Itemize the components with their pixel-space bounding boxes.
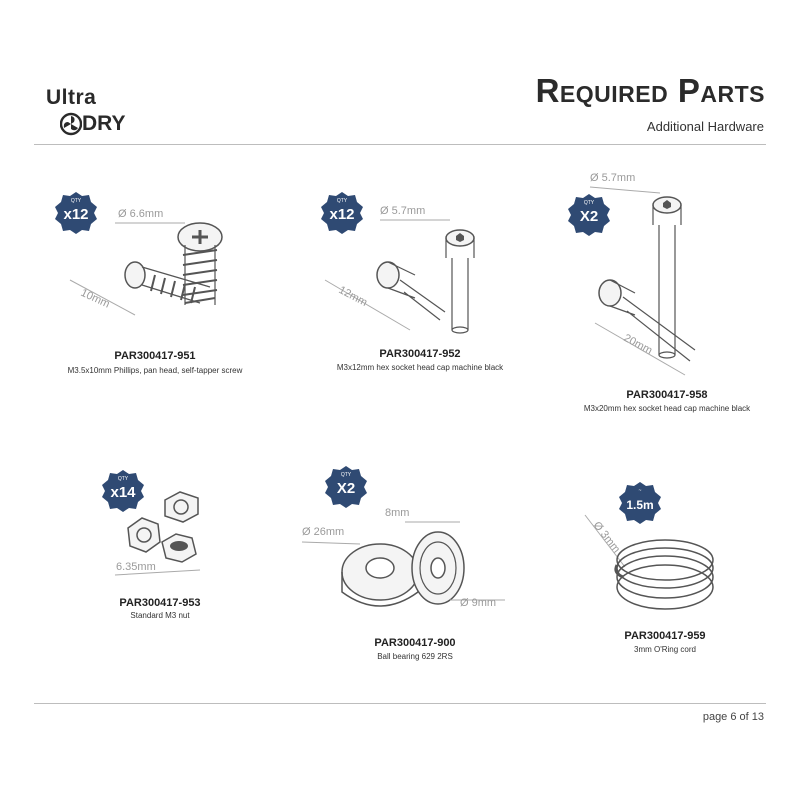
part-description: Standard M3 nut <box>130 611 190 620</box>
qty-label: QTY <box>583 200 595 206</box>
hex-socket-screw-long-drawing <box>575 165 725 380</box>
dimension-label: 10mm <box>78 286 112 311</box>
part-description: M3x12mm hex socket head cap machine black <box>336 363 504 372</box>
qty-approx: ~ <box>638 488 642 494</box>
fan-icon <box>60 112 82 136</box>
dimension-label: Ø 9mm <box>460 597 497 609</box>
page-subtitle: Additional Hardware <box>646 119 764 134</box>
dimension-label: 20mm <box>621 332 655 357</box>
part-code: PAR300417-958 <box>626 389 708 401</box>
dimension-label: 6.35mm <box>116 561 156 573</box>
m3-nut-drawing <box>110 480 220 585</box>
page-title: Required Parts <box>535 72 765 109</box>
part-description: M3.5x10mm Phillips, pan head, self-tapper screw <box>67 366 243 375</box>
dimension-label: 8mm <box>385 507 410 519</box>
part-code: PAR300417-959 <box>624 630 706 642</box>
header-rule <box>34 144 766 145</box>
qty-label: QTY <box>340 472 352 478</box>
oring-cord-drawing <box>575 505 725 625</box>
dimension-label: Ø 6.6mm <box>118 208 164 220</box>
qty-value: x14 <box>110 484 136 501</box>
footer-rule <box>34 703 766 704</box>
pan-head-screw-drawing <box>60 195 240 335</box>
qty-value: x12 <box>329 206 355 223</box>
part-description: Ball bearing 629 2RS <box>377 652 453 661</box>
dimension-label: Ø 5.7mm <box>590 172 636 184</box>
part-code: PAR300417-953 <box>119 597 201 609</box>
page-number: page 6 of 13 <box>702 711 764 723</box>
dimension-label: 12mm <box>336 284 370 309</box>
dimension-label: Ø 3mm <box>590 519 623 556</box>
part-code: PAR300417-951 <box>114 350 196 362</box>
qty-label: QTY <box>117 476 129 482</box>
qty-value: x12 <box>63 206 89 223</box>
part-description: 3mm O'Ring cord <box>634 645 696 654</box>
qty-value: X2 <box>579 208 599 225</box>
logo-text-ultra: Ultra <box>46 86 97 109</box>
ultradry-logo <box>46 86 136 148</box>
logo-text-dry: DRY <box>82 112 126 135</box>
part-description: M3x20mm hex socket head cap machine black <box>583 404 751 413</box>
qty-label: QTY <box>70 198 82 204</box>
qty-value: 1.5m <box>626 498 654 512</box>
qty-value: X2 <box>336 480 356 497</box>
part-code: PAR300417-952 <box>379 348 461 360</box>
dimension-label: Ø 26mm <box>302 526 345 538</box>
dimension-label: Ø 5.7mm <box>380 205 426 217</box>
part-code: PAR300417-900 <box>374 637 456 649</box>
hex-socket-screw-drawing <box>320 200 500 340</box>
ball-bearing-drawing <box>300 500 510 620</box>
qty-label: QTY <box>336 198 348 204</box>
